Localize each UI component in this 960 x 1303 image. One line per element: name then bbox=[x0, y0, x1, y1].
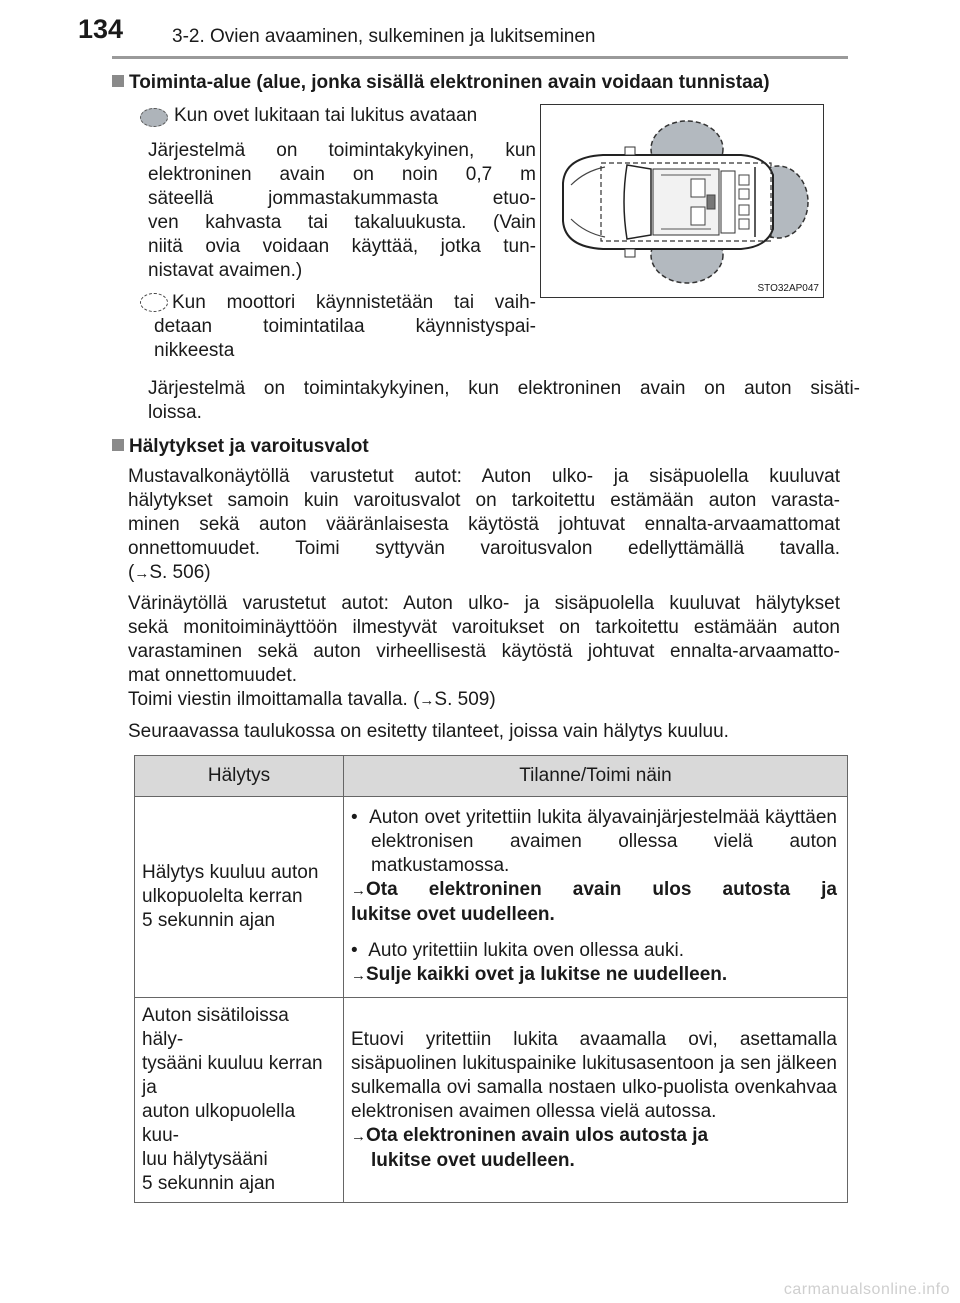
situation-bullet: • Auto yritettiin lukita oven ollessa auki. bbox=[351, 940, 684, 961]
filled-dashed-oval-icon bbox=[140, 108, 168, 127]
item2-description: Järjestelmä on toimintakykyinen, kun elektroninen avain on auton sisäti- loissa. bbox=[148, 378, 860, 423]
header-divider bbox=[112, 56, 848, 59]
item1-description: Järjestelmä on toimintakykyinen, kun elektroninen avain on noin 0,7 m säteellä jommastakummasta etuo- ven kahvasta tai takaluukusta. (Vain niitä ovia voidaan käyttää, jotka tun- nistavat avaimen.) bbox=[148, 140, 536, 281]
section1-heading: Toiminta-alue (alue, jonka sisällä elektroninen avain voidaan tunnistaa) bbox=[112, 71, 770, 95]
action-text: lukitse ovet uudelleen. bbox=[351, 904, 555, 925]
arrow-right-icon: → bbox=[419, 692, 435, 709]
situation-cell bbox=[344, 797, 848, 998]
situation-text: Etuovi yritettiin lukita avaamalla ovi, asettamalla sisäpuolinen lukituspainike lukitusasentoon ja sen jälkeen sulkemalla ovi samalla nostaen ulko-puolista ovenkahvaa elektronisen avaimen ollessa vielä autossa. bbox=[351, 1028, 837, 1122]
action-text: →Ota elektroninen avain ulos autosta ja bbox=[351, 1124, 709, 1146]
column-header-alarm: Hälytys bbox=[135, 756, 344, 797]
square-bullet-icon bbox=[112, 439, 124, 451]
alarm-cell: Auton sisätiloissa häly- tysääni kuuluu kerran ja auton ulkopuolella kuu- luu hälytysääni 5 sekunnin ajan bbox=[135, 998, 344, 1203]
figure-code: STO32AP047 bbox=[757, 283, 819, 294]
page-number: 134 bbox=[78, 14, 124, 44]
smart-key-range-figure bbox=[540, 104, 824, 298]
page-reference-link[interactable]: S. 506) bbox=[149, 562, 211, 583]
alarm-table bbox=[134, 755, 848, 1203]
table-row bbox=[135, 998, 848, 1203]
arrow-right-icon: → bbox=[351, 882, 366, 899]
paragraph-color-display: Värinäytöllä varustetut autot: Auton ulko- ja sisäpuolella kuuluvat hälytykset sekä monitoiminäyttöön ilmestyvät varoitukset on tarkoitettu estämään auton varastaminen sekä auton virheellisestä käytöstä johtuvat ennalta-arvaamatto- mat onnettomuudet. Toimi viestin ilmoittamalla tavalla. (→S. 509) bbox=[128, 593, 840, 710]
table-row bbox=[135, 797, 848, 998]
arrow-right-icon: → bbox=[134, 565, 150, 582]
arrow-right-icon: → bbox=[351, 1127, 366, 1145]
action-text: →Sulje kaikki ovet ja lukitse ne uudelleen. bbox=[351, 964, 728, 985]
item2-label: Kun moottori käynnistetään tai vaih- detaan toimintatilaa käynnistyspai- nikkeesta bbox=[154, 292, 536, 361]
alarm-cell: Hälytys kuuluu auton ulkopuolelta kerran 5 sekunnin ajan bbox=[135, 797, 344, 998]
situation-bullet: • Auton ovet yritettiin lukita älyavainjärjestelmää käyttäen elektronisen avaimen ollessa vielä auton matkustamossa. bbox=[351, 807, 837, 876]
arrow-right-icon: → bbox=[351, 967, 366, 984]
car-top-view-illustration bbox=[541, 105, 823, 297]
section-title: 3-2. Ovien avaaminen, sulkeminen ja lukitseminen bbox=[172, 26, 596, 47]
item1-label: Kun ovet lukitaan tai lukitus avataan bbox=[174, 105, 478, 126]
watermark: carmanualsonline.info bbox=[783, 1281, 950, 1298]
table-header-row bbox=[135, 756, 848, 797]
column-header-situation: Tilanne/Toimi näin bbox=[344, 756, 848, 797]
table-intro: Seuraavassa taulukossa on esitetty tilanteet, joissa vain hälytys kuuluu. bbox=[128, 721, 729, 742]
section2-heading: Hälytykset ja varoitusvalot bbox=[112, 435, 369, 459]
action-text: →Ota elektroninen avain ulos autosta ja bbox=[351, 879, 837, 900]
situation-cell bbox=[344, 998, 848, 1203]
page-reference-link[interactable]: S. 509) bbox=[434, 689, 496, 710]
paragraph-bw-display: Mustavalkonäytöllä varustetut autot: Auton ulko- ja sisäpuolella kuuluvat hälytykset samoin kuin varoitusvalot on tarkoitettu estämään auton varasta- minen sekä auton vääränlaisesta käytöstä johtuvat ennalta-arvaamattomat onnettomuudet. Toimi syttyvän varoitusvalon edellyttämällä tavalla. (→S. 506) bbox=[128, 466, 840, 583]
action-text: lukitse ovet uudelleen. bbox=[371, 1149, 575, 1171]
square-bullet-icon bbox=[112, 75, 124, 87]
